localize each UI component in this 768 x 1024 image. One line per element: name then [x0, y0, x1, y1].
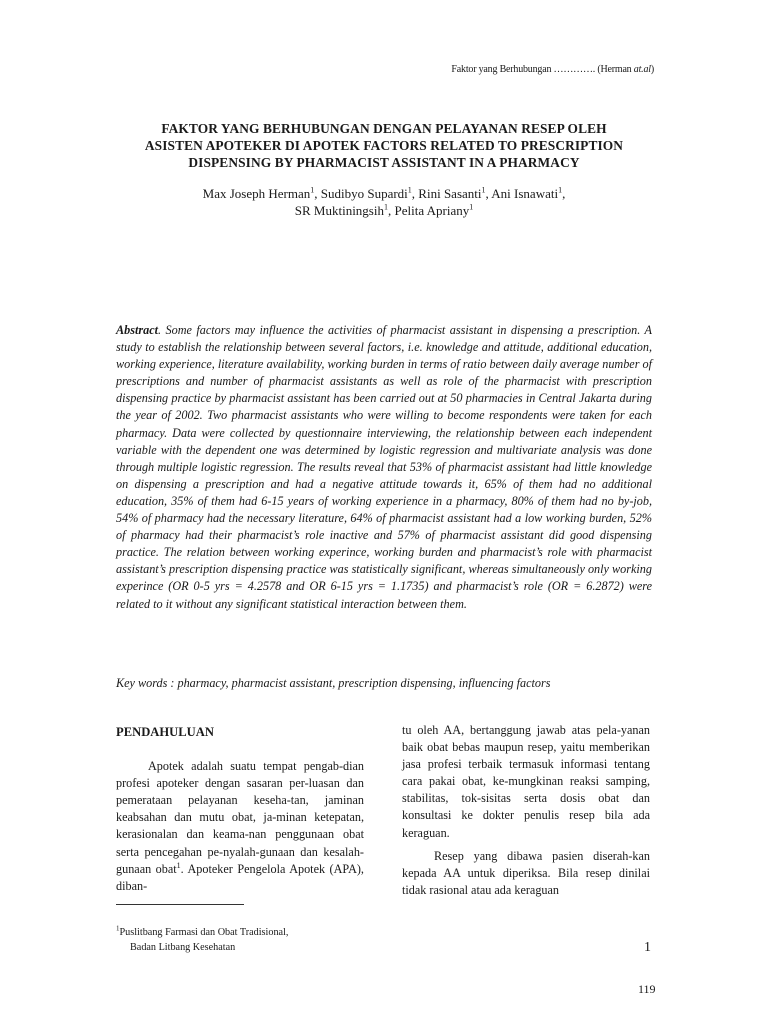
footnote-divider	[116, 904, 244, 905]
author-line-1: Max Joseph Herman$^1$, Sudibyo Supardi$^1$, Rini Sasanti$^1$, Ani Isnawati$^1$,	[202, 185, 566, 201]
body-paragraph: tu oleh AA, bertanggung jawab atas pela-yanan baik obat bebas maupun resep, yaitu memberikan jasa profesi terbaik termasuk informasi tentang cara pakai obat, ke-mungkinan reaksi samping, stabilitas, tok-sisitas serta dosis obat dan konsultasi ke dokter penulis resep bila ada keraguan.	[402, 723, 650, 840]
left-column	[116, 724, 364, 895]
footnote-line-2: Badan Litbang Kesehatan	[130, 942, 236, 953]
journal-page-number: 119	[638, 982, 656, 996]
author-affiliation: 1	[469, 202, 474, 212]
author-name: Rini Sasanti	[418, 186, 482, 201]
keywords: Key words : pharmacy, pharmacist assistant, prescription dispensing, influencing factors	[116, 676, 551, 690]
author-affiliation: 1	[407, 185, 412, 195]
running-header-text: Faktor yang Berhubungan …………. (Herman	[451, 64, 634, 75]
paper-title	[110, 120, 658, 171]
title-line-2: ASISTEN APOTEKER DI APOTEK FACTORS RELATED TO PRESCRIPTION	[144, 138, 624, 153]
title-line-1: FAKTOR YANG BERHUBUNGAN DENGAN PELAYANAN RESEP OLEH	[161, 121, 607, 136]
footnote-text: Puslitbang Farmasi dan Obat Tradisional,	[119, 927, 289, 938]
paragraph-text: Apotek adalah suatu tempat pengab-dian profesi apoteker dengan sasaran per-luasan dan pemerataan pelayanan keseha-tan, jaminan keabsahan dan mutu obat, ja-minan ketepatan, kerasionalan dan keama-nan penggunaan obat serta pencegahan pe-nyalah-gunaan dan kesalah-gunaan obat	[116, 759, 364, 876]
author-name: Sudibyo Supardi	[320, 186, 408, 201]
body-paragraph: Resep yang dibawa pasien diserah-kan kepada AA untuk diperiksa. Bila resep dinilai tidak rasional atau ada keraguan	[402, 848, 650, 897]
footnote-mark: 1	[116, 924, 120, 933]
abstract-text: . Some factors may influence the activities of pharmacist assistant in dispensing a prescription. A study to establish the relationship between several factors, i.e. knowledge and attitude, additional education, working experience, literature availability, working burden in terms of ratio between daily average number of prescriptions and number of pharmacist assistants as well as role of the pharmacist with prescription dispensing practice by pharmacist assistant has been carried out at 50 pharmacies in Central Jakarta during the year of 2002. Two pharmacist assistants who were willing to become respondents were taken for each pharmacy. Data were collected by questionnaire interviewing, the relationship between each independent variable with the dependent one was determined by logistic regression and multivariate analysis was done through multiple logistic regression. The results reveal that 53% of pharmacist assistant had little knowledge on dispensing a prescription and had a negative attitude towards it, 65% of them had no additional education, 35% of them had 6-15 years of working experience in a pharmacy, 80% of them had no by-job, 54% of pharmacy had the necessary literature, 64% of pharmacist assistant had a low working burden, 52% of pharmacy had their pharmacist’s role inactive and 57% of pharmacist assistant did good dispensing practice. The relation between working experince, working burden and pharmacist’s role with pharmacist assistant’s prescription dispensing practice was statistically significant, whereas simultaneously only working experince (OR 0-5 yrs = 4.2578 and OR 6-15 yrs = 1.1735) and pharmacist’s role (OR = 6.2872) were related to it without any significant statistical interaction between them.	[116, 323, 652, 611]
running-header	[451, 64, 654, 75]
running-header-etal: at.al	[633, 64, 651, 75]
author-list	[110, 185, 658, 219]
page-number: 1	[644, 940, 651, 955]
author-name: Ani Isnawati	[491, 186, 559, 201]
title-line-3: DISPENSING BY PHARMACIST ASSISTANT IN A PHARMACY	[188, 155, 580, 170]
footnote	[116, 925, 376, 955]
author-affiliation: 1	[310, 185, 315, 195]
abstract-label: Abstract	[116, 323, 158, 337]
paragraph-text-tail: . Apoteker Pengelola Apotek (APA), diban-	[116, 861, 364, 893]
abstract	[116, 322, 652, 613]
running-header-close: )	[650, 64, 654, 75]
author-line-2: SR Muktiningsih$^1$, Pelita Apriany$^1$	[294, 202, 474, 218]
citation-marker: 1	[176, 860, 181, 870]
author-name: Pelita Apriany	[394, 203, 470, 218]
author-affiliation: 1	[481, 185, 486, 195]
section-heading: PENDAHULUAN	[116, 725, 214, 739]
body-paragraph	[116, 758, 364, 895]
author-affiliation: 1	[383, 202, 388, 212]
author-name: Max Joseph Herman	[202, 186, 311, 201]
author-name: SR Muktiningsih	[294, 203, 384, 218]
author-affiliation: 1	[558, 185, 563, 195]
footnote-line-1	[116, 925, 376, 940]
right-column	[402, 722, 650, 899]
